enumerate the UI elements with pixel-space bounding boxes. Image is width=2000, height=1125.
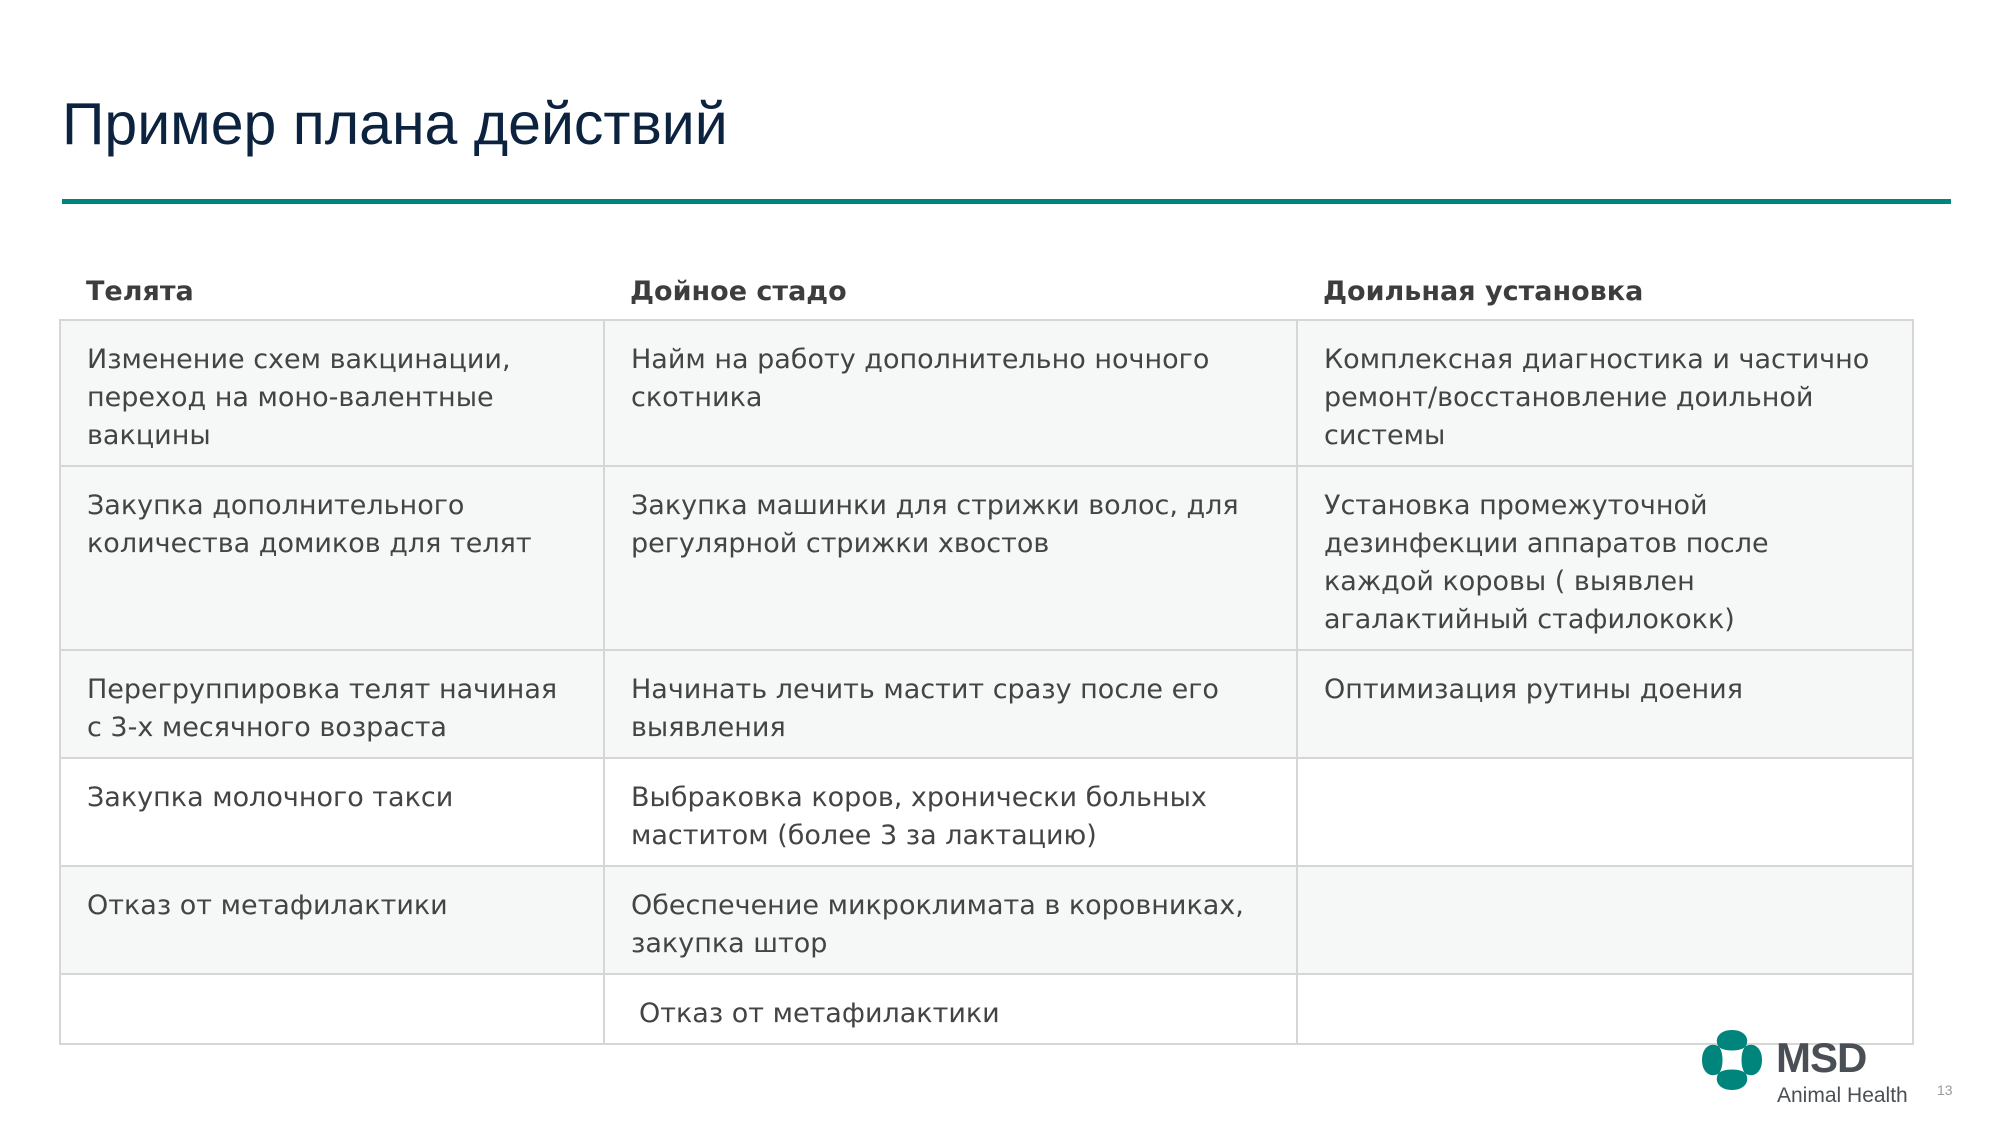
table-cell: Закупка машинки для стрижки волос, для регулярной стрижки хвостов (604, 466, 1297, 650)
table-cell (1297, 758, 1913, 866)
table-cell: Перегруппировка телят начиная с 3-х месячного возраста (60, 650, 604, 758)
table-row (60, 466, 1913, 650)
table-row (60, 974, 1913, 1044)
table-row (60, 320, 1913, 466)
table-cell: Начинать лечить мастит сразу после его выявления (604, 650, 1297, 758)
column-header-calves: Телята (60, 264, 604, 320)
msd-logo-icon (1700, 1028, 1764, 1092)
table-cell: Закупка молочного такси (60, 758, 604, 866)
table-cell: Закупка дополнительного количества домиков для телят (60, 466, 604, 650)
action-plan-table (59, 264, 1914, 1045)
page-number: 13 (1937, 1082, 1953, 1098)
table-cell (60, 974, 604, 1044)
table-cell: Установка промежуточной дезинфекции аппаратов после каждой коровы ( выявлен агалактийный стафилококк) (1297, 466, 1913, 650)
msd-logo (1700, 1028, 1915, 1108)
table-row (60, 758, 1913, 866)
table-header-row (60, 264, 1913, 320)
table-row (60, 650, 1913, 758)
logo-subtitle: Animal Health (1777, 1084, 1908, 1107)
table-cell: Найм на работу дополнительно ночного скотника (604, 320, 1297, 466)
table-cell: Обеспечение микроклимата в коровниках, закупка штор (604, 866, 1297, 974)
logo-name: MSD (1776, 1034, 1867, 1081)
table-cell: Отказ от метафилактики (60, 866, 604, 974)
table-cell: Оптимизация рутины доения (1297, 650, 1913, 758)
column-header-dairy-herd: Дойное стадо (604, 264, 1297, 320)
table-cell: Изменение схем вакцинации, переход на моно-валентные вакцины (60, 320, 604, 466)
table-cell: Выбраковка коров, хронически больных маститом (более 3 за лактацию) (604, 758, 1297, 866)
title-divider (62, 199, 1951, 204)
column-header-milking-system: Доильная установка (1297, 264, 1913, 320)
table-cell: Комплексная диагностика и частично ремонт/восстановление доильной системы (1297, 320, 1913, 466)
table-cell (1297, 866, 1913, 974)
slide-title: Пример плана действий (62, 91, 728, 157)
table-row (60, 866, 1913, 974)
table-cell: Отказ от метафилактики (604, 974, 1297, 1044)
